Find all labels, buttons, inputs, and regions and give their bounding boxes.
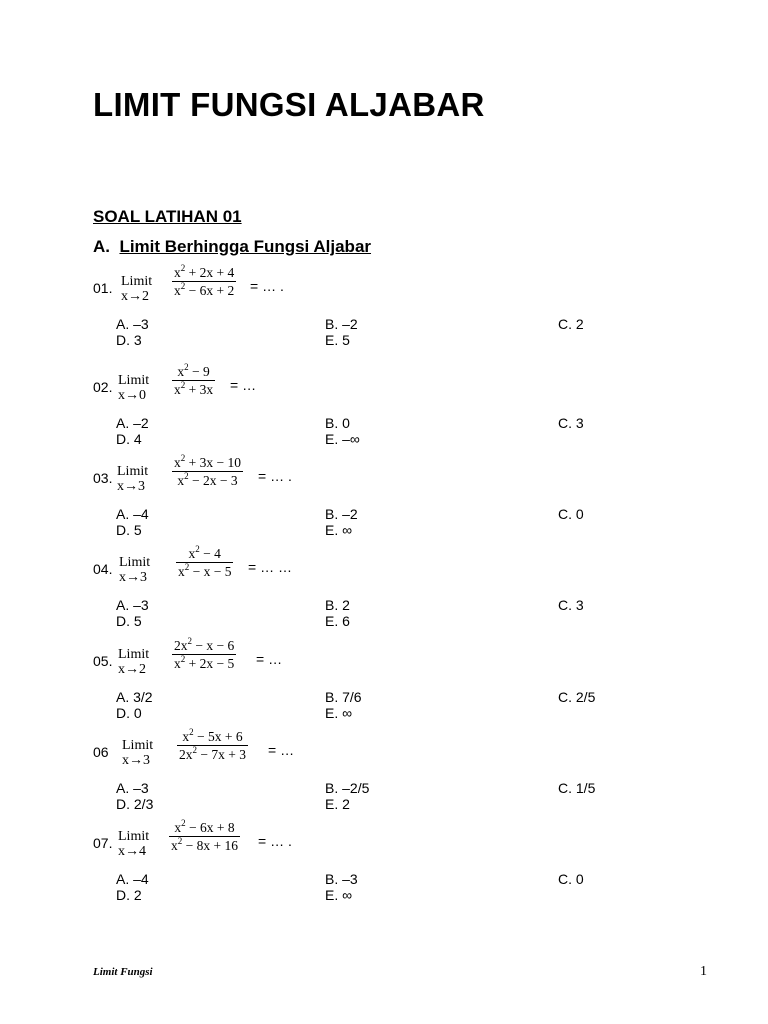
fraction <box>177 728 248 763</box>
fraction-numerator: $x^2 - 4$ <box>188 544 221 561</box>
question-number: 01. <box>93 280 113 296</box>
limit-label <box>117 464 148 494</box>
limit-label <box>118 829 149 859</box>
fraction <box>176 545 233 580</box>
limit-word: Limit <box>118 647 150 662</box>
limit-label <box>118 373 149 403</box>
footer-title: Limit Fungsi <box>93 966 153 978</box>
answer-option: A. –4 <box>116 871 149 887</box>
question-item <box>0 362 768 447</box>
fraction <box>172 454 243 489</box>
answer-option: C. 2/5 <box>558 689 596 705</box>
fraction-numerator: $x^2 - 9$ <box>177 362 210 379</box>
answer-option: E. –∞ <box>325 431 360 447</box>
limit-label <box>122 738 153 768</box>
fraction <box>172 637 236 672</box>
answer-option: E. ∞ <box>325 705 353 721</box>
limit-label <box>121 274 152 304</box>
answer-option: A. 3/2 <box>116 689 153 705</box>
equals-ellipsis: = … <box>268 742 295 758</box>
limit-word: Limit <box>118 829 150 844</box>
answer-option: A. –3 <box>116 316 149 332</box>
answer-option: C. 0 <box>558 871 584 887</box>
equals-ellipsis: = … <box>230 377 257 393</box>
limit-approach: x→3 <box>119 570 147 585</box>
answer-option: B. 2 <box>325 597 350 613</box>
fraction-denominator: $2x^2 - 7x + 3$ <box>179 745 246 762</box>
fraction-numerator: $x^2 - 5x + 6$ <box>182 727 243 744</box>
answer-option: B. 7/6 <box>325 689 362 705</box>
subsection-text: Limit Berhingga Fungsi Aljabar <box>119 237 372 256</box>
page-number: 1 <box>700 964 707 979</box>
answer-option: A. –3 <box>116 597 149 613</box>
answer-option: B. –3 <box>325 871 358 887</box>
limit-approach: x→3 <box>117 479 145 494</box>
fraction-denominator: $x^2 - 2x - 3$ <box>172 471 243 489</box>
limit-word: Limit <box>117 464 149 479</box>
question-item <box>0 263 768 348</box>
question-item <box>0 544 768 629</box>
question-number: 07. <box>93 835 113 851</box>
question-item <box>0 453 768 538</box>
question-number: 02. <box>93 379 113 395</box>
answer-option: A. –4 <box>116 506 149 522</box>
limit-approach: x→4 <box>118 844 146 859</box>
answer-option: E. ∞ <box>325 887 353 903</box>
limit-approach: x→2 <box>121 289 149 304</box>
subsection-heading <box>93 237 371 257</box>
question-number: 04. <box>93 561 113 577</box>
subsection-letter: A. <box>93 237 110 256</box>
equals-ellipsis: = … . <box>258 468 292 484</box>
answer-option: D. 0 <box>116 705 142 721</box>
question-item <box>0 727 768 812</box>
fraction-numerator: $x^2 - 6x + 8$ <box>174 818 235 835</box>
answer-option: D. 2/3 <box>116 796 154 812</box>
answer-option: D. 4 <box>116 431 142 447</box>
answer-option: B. –2 <box>325 316 358 332</box>
answer-option: D. 2 <box>116 887 142 903</box>
answer-option: E. ∞ <box>325 522 353 538</box>
answer-option: A. –3 <box>116 780 149 796</box>
answer-option: D. 5 <box>116 613 142 629</box>
answer-option: B. –2/5 <box>325 780 370 796</box>
answer-option: E. 6 <box>325 613 350 629</box>
limit-word: Limit <box>122 738 154 753</box>
fraction-denominator: $x^2 - x - 5$ <box>178 562 232 579</box>
answer-option: B. –2 <box>325 506 358 522</box>
answer-option: D. 3 <box>116 332 142 348</box>
fraction-denominator: $x^2 - 8x + 16$ <box>171 836 238 853</box>
answer-option: E. 2 <box>325 796 350 812</box>
limit-approach: x→0 <box>118 388 146 403</box>
question-number: 03. <box>93 470 113 486</box>
fraction <box>169 819 240 854</box>
equals-ellipsis: = … … <box>248 559 292 575</box>
limit-word: Limit <box>119 555 151 570</box>
section-heading: SOAL LATIHAN 01 <box>93 207 242 226</box>
answer-option: C. 1/5 <box>558 780 596 796</box>
limit-label <box>118 647 149 677</box>
answer-option: E. 5 <box>325 332 350 348</box>
answer-option: B. 0 <box>325 415 350 431</box>
limit-approach: x→3 <box>122 753 150 768</box>
answer-option: D. 5 <box>116 522 142 538</box>
limit-word: Limit <box>121 274 153 289</box>
fraction-numerator: $x^2 + 2x + 4$ <box>174 263 235 280</box>
equals-ellipsis: = … . <box>258 833 292 849</box>
fraction <box>172 264 236 299</box>
fraction-denominator: $x^2 - 6x + 2$ <box>174 281 235 298</box>
answer-option: C. 2 <box>558 316 584 332</box>
question-number: 06 <box>93 744 109 760</box>
limit-word: Limit <box>118 373 150 388</box>
fraction-numerator: $2x^2 - x - 6$ <box>174 636 235 653</box>
answer-option: A. –2 <box>116 415 149 431</box>
fraction-denominator: $x^2 + 3x$ <box>174 380 214 397</box>
fraction-numerator: $x^2 + 3x - 10$ <box>174 453 241 470</box>
answer-option: C. 3 <box>558 597 584 613</box>
answer-option: C. 0 <box>558 506 584 522</box>
page-title: LIMIT FUNGSI ALJABAR <box>93 86 485 123</box>
equals-ellipsis: = … <box>256 651 283 667</box>
answer-option: C. 3 <box>558 415 584 431</box>
fraction <box>172 363 215 398</box>
limit-approach: x→2 <box>118 662 146 677</box>
question-item <box>0 818 768 903</box>
question-number: 05. <box>93 653 113 669</box>
equals-ellipsis: = … . <box>250 278 284 294</box>
question-item <box>0 636 768 721</box>
fraction-denominator: $x^2 + 2x - 5$ <box>174 654 235 671</box>
limit-label <box>119 555 150 585</box>
